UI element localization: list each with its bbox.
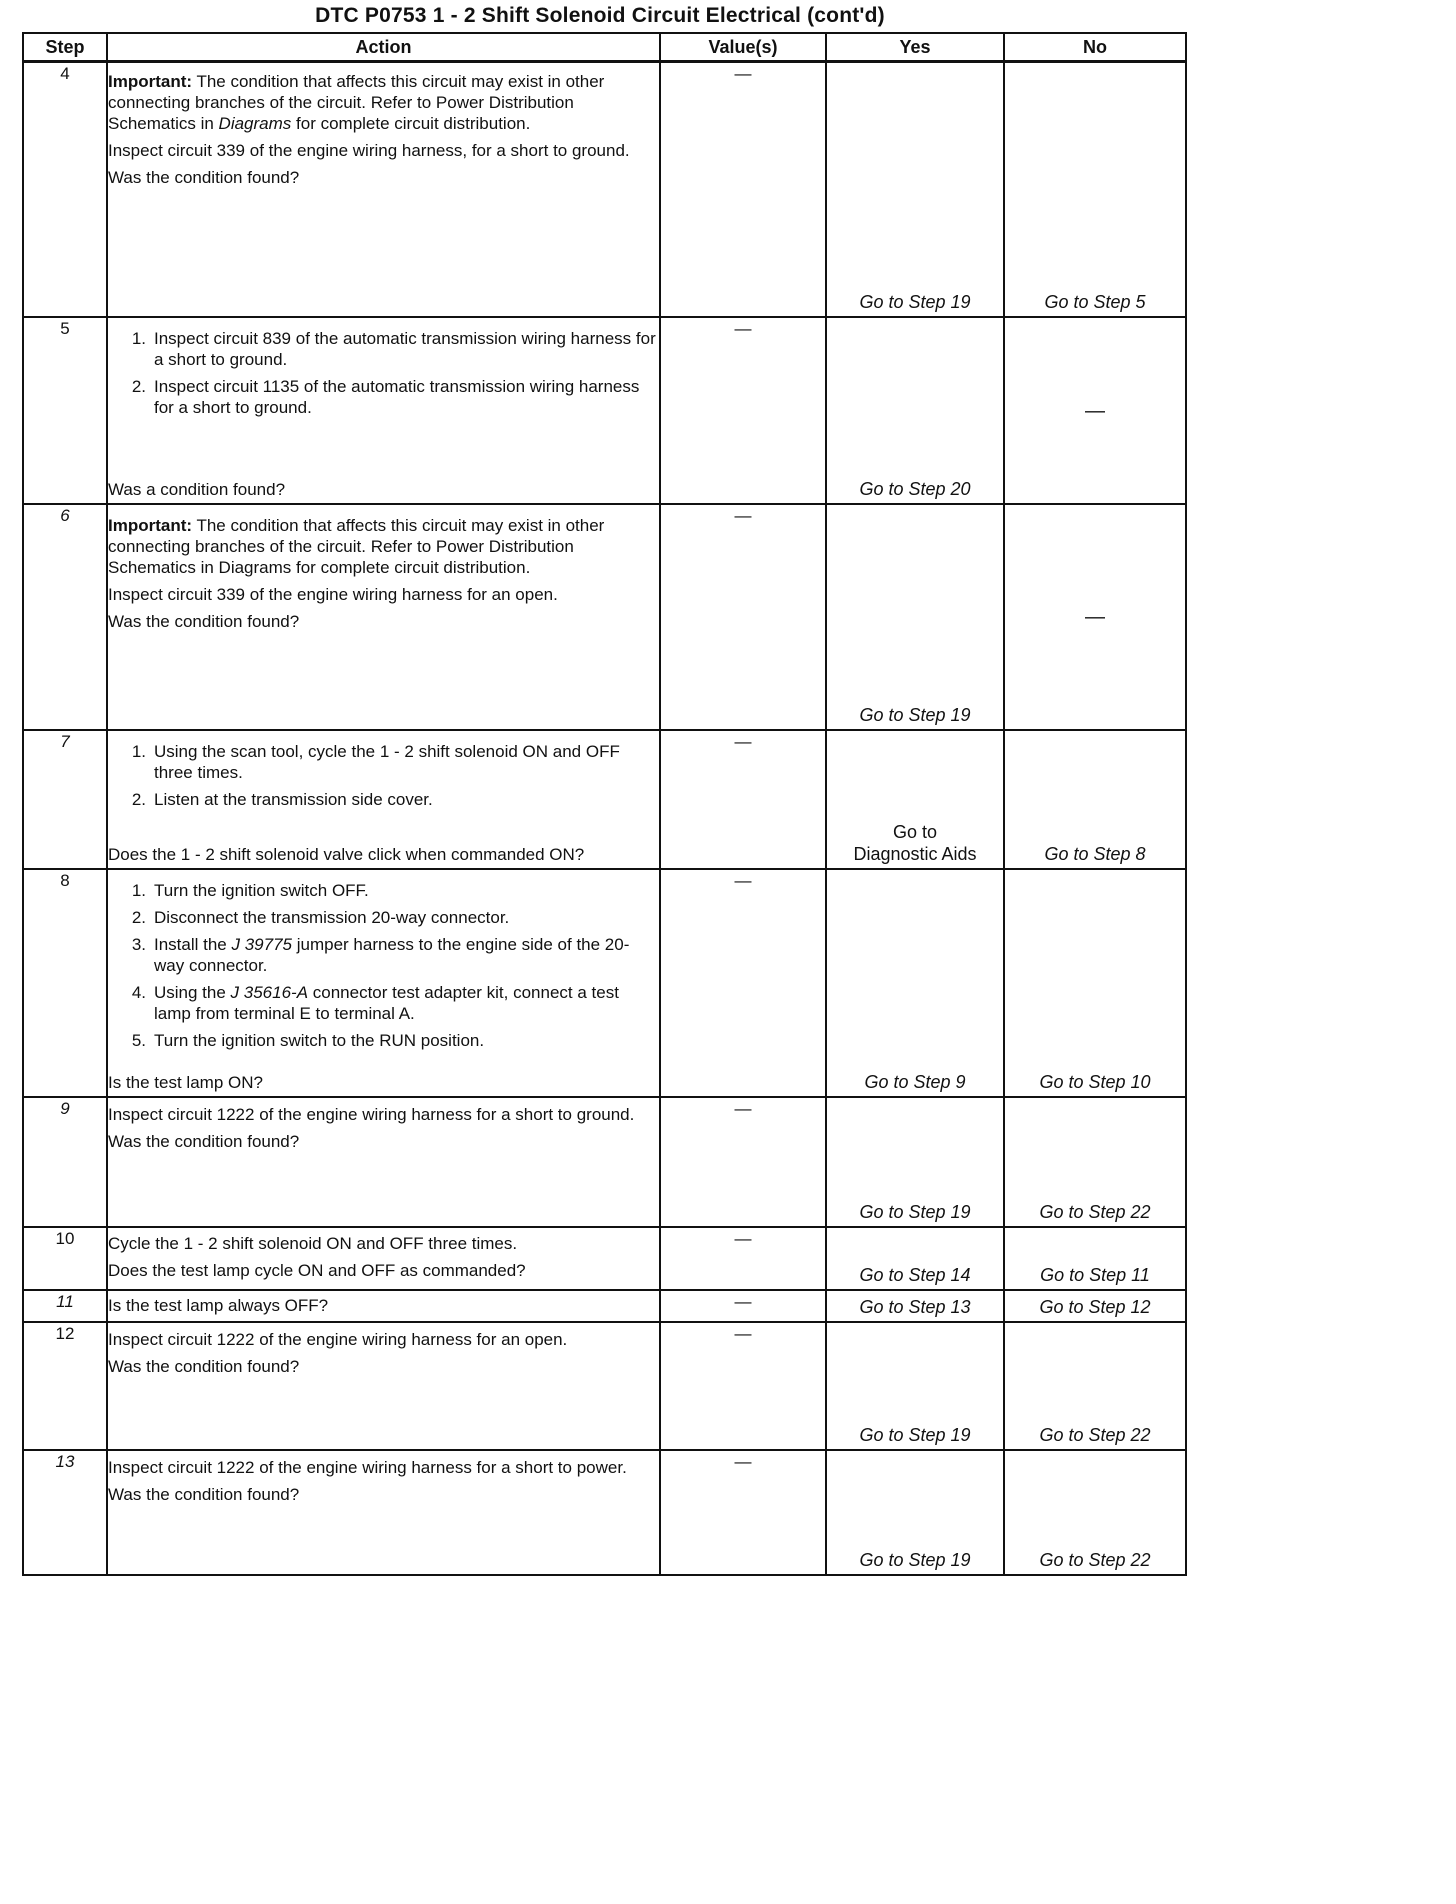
action-text: Inspect circuit 1222 of the engine wiring harness for a short to ground. xyxy=(108,1105,635,1124)
important-note xyxy=(108,71,659,134)
no-result: Go to Step 11 xyxy=(1040,1265,1150,1285)
important-note xyxy=(108,515,659,578)
yes-cell xyxy=(826,317,1004,504)
no-result: Go to Step 10 xyxy=(1039,1072,1151,1092)
step-number: 11 xyxy=(23,1290,107,1322)
action-cell xyxy=(107,1450,660,1575)
header-action: Action xyxy=(107,33,660,62)
step-number: 6 xyxy=(23,504,107,730)
no-result: Go to Step 22 xyxy=(1039,1202,1151,1222)
yes-result: Go to Step 19 xyxy=(859,1202,971,1222)
value-cell: — xyxy=(660,730,826,869)
no-result: Go to Step 5 xyxy=(1044,292,1146,312)
action-cell xyxy=(107,730,660,869)
list-item: 2. Inspect circuit 1135 of the automatic transmission wiring harness for a short to ground. xyxy=(131,377,640,417)
value-cell: — xyxy=(660,1450,826,1575)
yes-cell xyxy=(826,730,1004,869)
yes-result: Go to Step 19 xyxy=(859,1550,971,1570)
value-cell: — xyxy=(660,1227,826,1290)
step-number: 12 xyxy=(23,1322,107,1450)
table-row-step-5 xyxy=(23,317,1186,504)
action-cell xyxy=(107,869,660,1097)
list-item: 2. Listen at the transmission side cover. xyxy=(131,790,433,809)
yes-cell xyxy=(826,504,1004,730)
action-question: Was the condition found? xyxy=(108,1485,300,1504)
tool-ref: J 35616-A xyxy=(230,983,309,1002)
action-question: Was the condition found? xyxy=(108,1357,300,1376)
step-number: 10 xyxy=(23,1227,107,1290)
table-row-step-11 xyxy=(23,1290,1186,1322)
action-question: Is the test lamp always OFF? xyxy=(108,1296,329,1315)
important-text: The condition that affects this circuit may exist in other connecting branches of the circuit. Refer to Power Distribution Schematics in xyxy=(108,72,605,133)
step-number: 8 xyxy=(23,869,107,1097)
action-question: Is the test lamp ON? xyxy=(108,1073,263,1092)
table-header-row xyxy=(23,33,1186,62)
action-text: Inspect circuit 1222 of the engine wiring harness for a short to power. xyxy=(108,1458,627,1477)
step-number: 5 xyxy=(23,317,107,504)
important-text: for complete circuit distribution. xyxy=(291,114,531,133)
table-row-step-6 xyxy=(23,504,1186,730)
action-list xyxy=(108,880,659,1051)
no-result: Go to Step 8 xyxy=(1044,844,1146,864)
table-row-step-8 xyxy=(23,869,1186,1097)
list-item: 1. Turn the ignition switch OFF. xyxy=(131,881,369,900)
header-values: Value(s) xyxy=(660,33,826,62)
no-cell xyxy=(1004,730,1186,869)
important-text: The condition that affects this circuit may exist in other connecting branches of the circuit. Refer to Power Distribution Schematics in Diagrams for complete circuit distribution. xyxy=(108,516,605,577)
action-question: Does the test lamp cycle ON and OFF as commanded? xyxy=(108,1261,526,1280)
value-cell: — xyxy=(660,317,826,504)
action-question: Was the condition found? xyxy=(108,1132,300,1151)
no-cell xyxy=(1004,62,1186,318)
yes-cell xyxy=(826,62,1004,318)
yes-result: Go to Step 20 xyxy=(859,479,971,499)
action-cell xyxy=(107,1322,660,1450)
table-row-step-10 xyxy=(23,1227,1186,1290)
no-cell xyxy=(1004,1227,1186,1290)
no-cell xyxy=(1004,317,1186,504)
action-text: Inspect circuit 339 of the engine wiring harness for an open. xyxy=(108,585,558,604)
yes-cell xyxy=(826,1322,1004,1450)
yes-cell xyxy=(826,1227,1004,1290)
diagrams-ref: Diagrams xyxy=(218,114,292,133)
no-result: — xyxy=(1085,606,1105,628)
yes-result: Go to Step 19 xyxy=(859,1425,971,1445)
action-cell xyxy=(107,1097,660,1227)
step-number: 7 xyxy=(23,730,107,869)
diagnostic-table xyxy=(22,32,1187,1576)
yes-result: Go to Step 19 xyxy=(859,292,971,312)
value-cell: — xyxy=(660,1290,826,1322)
table-row-step-7 xyxy=(23,730,1186,869)
no-result: — xyxy=(1085,399,1105,422)
action-question: Was the condition found? xyxy=(108,612,300,631)
action-cell xyxy=(107,1227,660,1290)
no-cell xyxy=(1004,1290,1186,1322)
action-cell xyxy=(107,62,660,318)
no-cell xyxy=(1004,869,1186,1097)
yes-result: Go to Step 14 xyxy=(859,1265,971,1285)
no-result: Go to Step 12 xyxy=(1039,1297,1151,1317)
yes-result: Go to Diagnostic Aids xyxy=(853,822,977,864)
yes-cell xyxy=(826,1450,1004,1575)
value-cell: — xyxy=(660,62,826,318)
table-row-step-13 xyxy=(23,1450,1186,1575)
action-list xyxy=(108,741,659,810)
step-number: 4 xyxy=(23,62,107,318)
action-text: Inspect circuit 1222 of the engine wiring harness for an open. xyxy=(108,1330,568,1349)
no-cell xyxy=(1004,1450,1186,1575)
action-cell xyxy=(107,504,660,730)
list-item: 5. Turn the ignition switch to the RUN position. xyxy=(131,1031,485,1050)
step-number: 13 xyxy=(23,1450,107,1575)
header-yes: Yes xyxy=(826,33,1004,62)
important-label: Important: xyxy=(108,72,193,91)
value-cell: — xyxy=(660,1322,826,1450)
yes-result: Go to Step 19 xyxy=(859,705,971,725)
step-number: 9 xyxy=(23,1097,107,1227)
no-result: Go to Step 22 xyxy=(1039,1425,1151,1445)
action-cell xyxy=(107,317,660,504)
tool-ref: J 39775 xyxy=(231,935,292,954)
action-text: Inspect circuit 339 of the engine wiring harness, for a short to ground. xyxy=(108,141,630,160)
table-row-step-4 xyxy=(23,62,1186,318)
table-row-step-12 xyxy=(23,1322,1186,1450)
no-cell xyxy=(1004,1322,1186,1450)
no-result: Go to Step 22 xyxy=(1039,1550,1151,1570)
yes-cell xyxy=(826,1097,1004,1227)
list-item: 3. Install the J 39775 jumper harness to the engine side of the 20-way connector. xyxy=(131,935,630,975)
action-question: Does the 1 - 2 shift solenoid valve click when commanded ON? xyxy=(108,845,585,864)
action-list xyxy=(108,328,659,418)
list-item: 1. Inspect circuit 839 of the automatic transmission wiring harness for a short to ground. xyxy=(131,329,656,369)
list-item: 1. Using the scan tool, cycle the 1 - 2 shift solenoid ON and OFF three times. xyxy=(131,742,620,782)
important-label: Important: xyxy=(108,516,193,535)
value-cell: — xyxy=(660,1097,826,1227)
list-item: 2. Disconnect the transmission 20-way connector. xyxy=(131,908,510,927)
table-row-step-9 xyxy=(23,1097,1186,1227)
no-cell xyxy=(1004,504,1186,730)
action-text: Cycle the 1 - 2 shift solenoid ON and OFF three times. xyxy=(108,1234,518,1253)
header-no: No xyxy=(1004,33,1186,62)
yes-result: Go to Step 13 xyxy=(859,1297,971,1317)
list-item: 4. Using the J 35616-A connector test adapter kit, connect a test lamp from terminal E to terminal A. xyxy=(131,983,619,1023)
page-title: DTC P0753 1 - 2 Shift Solenoid Circuit Electrical (cont'd) xyxy=(315,4,885,27)
header-step: Step xyxy=(23,33,107,62)
yes-cell xyxy=(826,869,1004,1097)
action-question: Was a condition found? xyxy=(108,480,286,499)
no-cell xyxy=(1004,1097,1186,1227)
value-cell: — xyxy=(660,504,826,730)
action-cell xyxy=(107,1290,660,1322)
action-question: Was the condition found? xyxy=(108,168,300,187)
value-cell: — xyxy=(660,869,826,1097)
yes-cell xyxy=(826,1290,1004,1322)
yes-result: Go to Step 9 xyxy=(864,1072,966,1092)
